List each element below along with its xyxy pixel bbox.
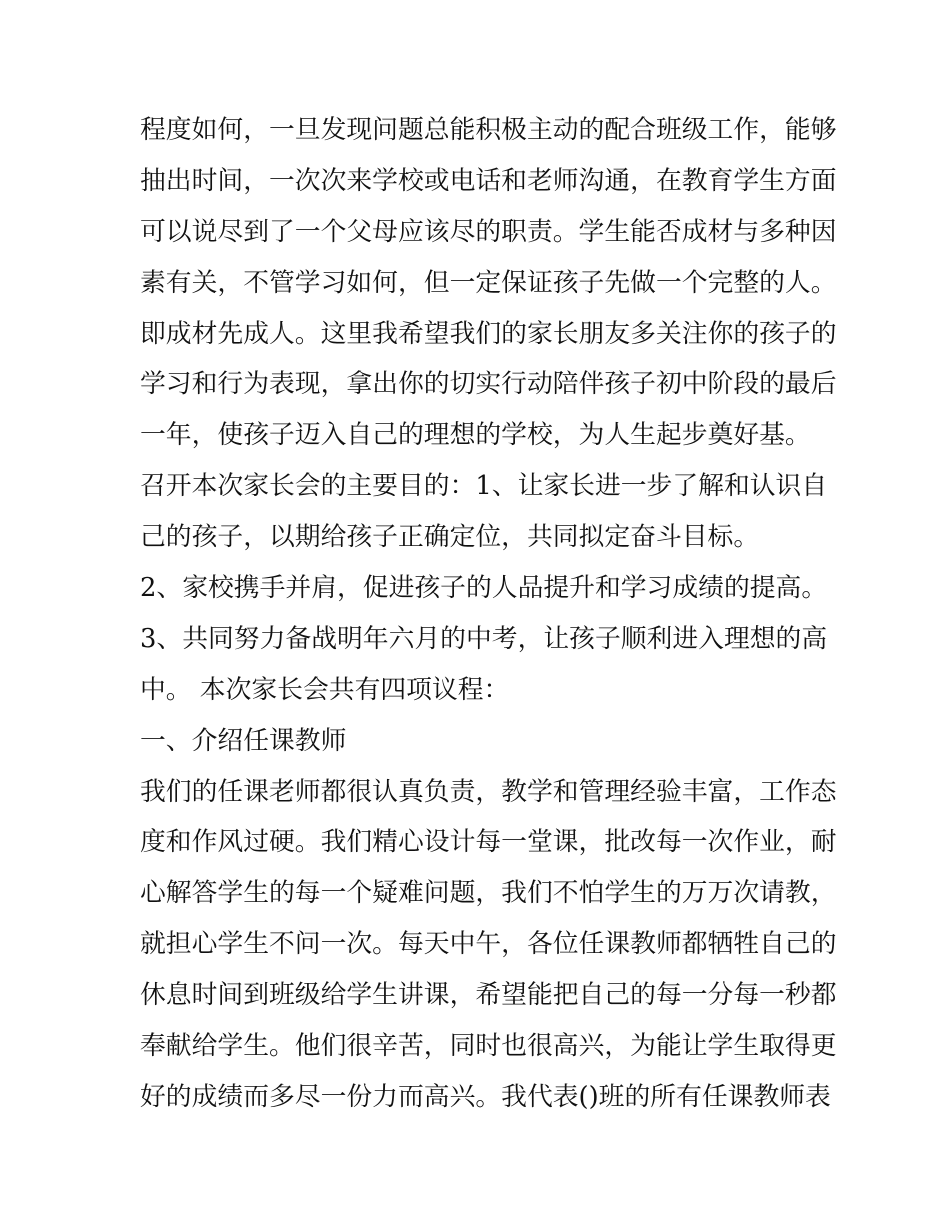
text-line: 即成材先成人。这里我希望我们的家长朋友多关注你的孩子的 <box>140 318 837 349</box>
text-line: 一年，使孩子迈入自己的理想的学校，为人生起步奠好基。 <box>140 420 811 451</box>
text-line: 可以说尽到了一个父母应该尽的职责。学生能否成材与多种因 <box>140 216 837 247</box>
text-line: 召开本次家长会的主要目的：1、让家长进一步了解和认识自 <box>140 471 828 502</box>
text-line: 奉献给学生。他们很辛苦，同时也很高兴，为能让学生取得更 <box>140 1031 837 1062</box>
text-line: 中。 本次家长会共有四项议程： <box>140 674 510 705</box>
text-line: 程度如何，一旦发现问题总能积极主动的配合班级工作，能够 <box>140 115 837 145</box>
text-line: 就担心学生不问一次。每天中午，各位任课教师都牺牲自己的 <box>140 929 837 960</box>
text-line: 素有关，不管学习如何，但一定保证孩子先做一个完整的人。 <box>140 267 837 298</box>
text-line: 心解答学生的每一个疑难问题，我们不怕学生的万万次请教， <box>140 878 837 909</box>
text-line: 抽出时间，一次次来学校或电话和老师沟通，在教育学生方面 <box>140 165 837 196</box>
document-page <box>140 105 840 1123</box>
text-line: 我们的任课老师都很认真负责，教学和管理经验丰富，工作态 <box>140 776 837 807</box>
text-line: 好的成绩而多尽一份力而高兴。我代表()班的所有任课教师表 <box>140 1081 831 1112</box>
text-line: 己的孩子，以期给孩子正确定位，共同拟定奋斗目标。 <box>140 522 760 553</box>
text-line: 学习和行为表现，拿出你的切实行动陪伴孩子初中阶段的最后 <box>140 369 837 400</box>
text-line: 休息时间到班级给学生讲课，希望能把自己的每一分每一秒都 <box>140 980 837 1011</box>
text-line: 一、介绍任课教师 <box>140 725 347 756</box>
text-line: 度和作风过硬。我们精心设计每一堂课，批改每一次作业，耐 <box>140 827 837 858</box>
text-line: 3、共同努力备战明年六月的中考，让孩子顺利进入理想的高 <box>140 623 828 654</box>
text-line: 2、家校携手并肩，促进孩子的人品提升和学习成绩的提高。 <box>140 573 828 604</box>
